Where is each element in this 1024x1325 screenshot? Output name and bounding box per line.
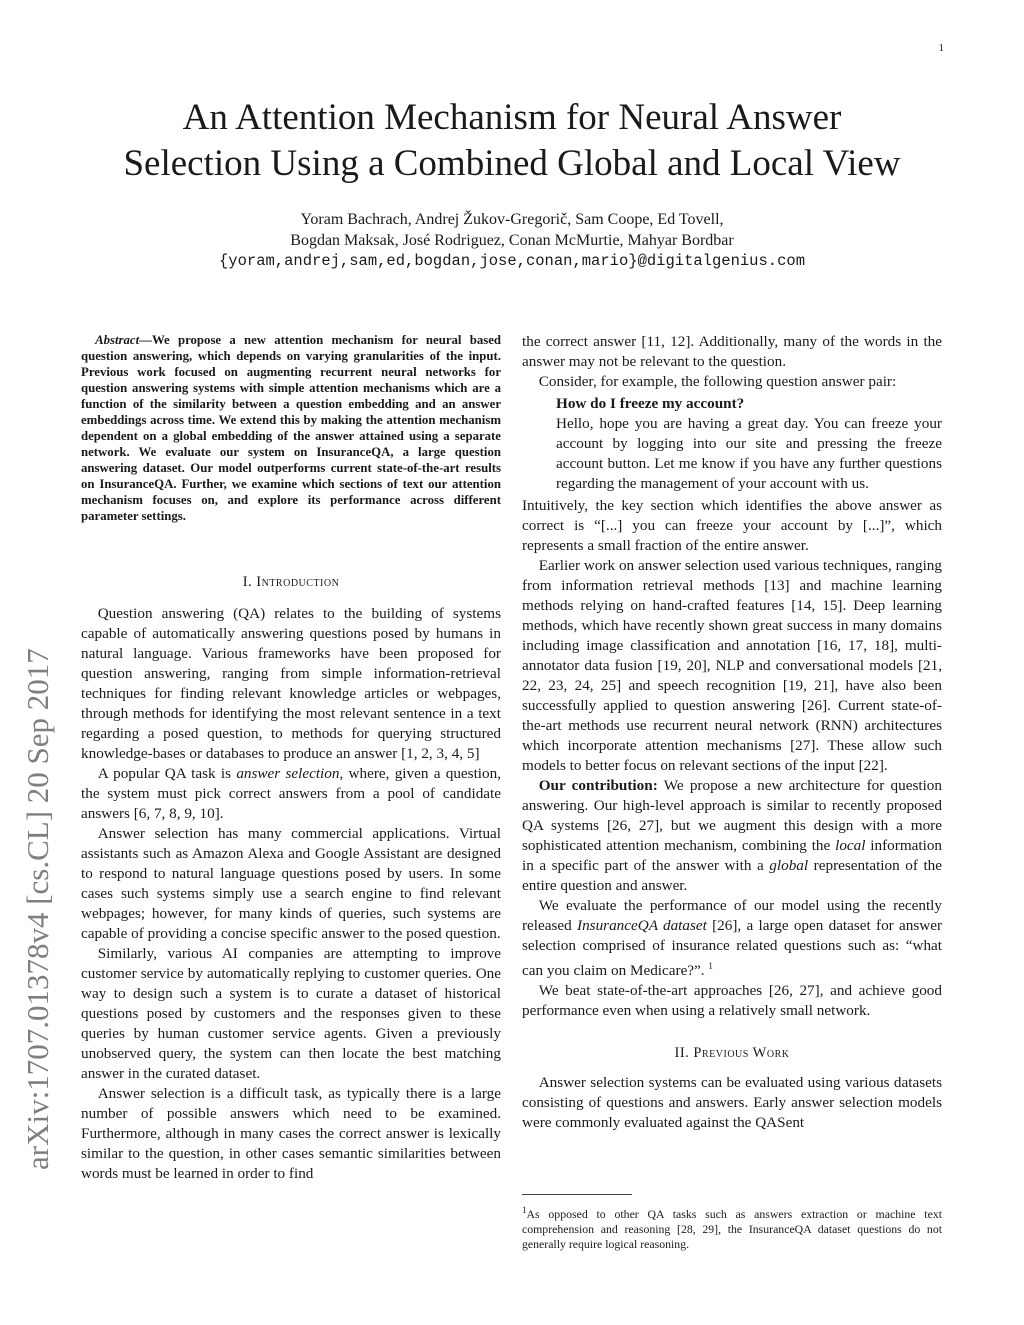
example-answer: Hello, hope you are having a great day. You can freeze your account by logging into our site and pressing the freeze account button. Let me know if you have any further questions regarding the management of your account with us. — [556, 415, 942, 492]
page-number: 1 — [938, 42, 944, 54]
emphasis: answer selection — [236, 765, 340, 782]
abstract-label: Abstract — [95, 333, 140, 347]
title-line-2: Selection Using a Combined Global and Local View — [123, 143, 901, 184]
section-heading-introduction: I. Introduction — [242, 574, 340, 590]
footnote — [522, 1203, 942, 1252]
author-block — [40, 209, 984, 272]
authors-line-2: Bogdan Maksak, José Rodriguez, Conan McMurtie, Mahyar Bordbar — [290, 232, 734, 249]
abstract — [81, 332, 501, 524]
paragraph: Answer selection systems can be evaluated using various datasets consisting of questions and answers. Early answer selection models were commonly evaluated against the QASent — [522, 1074, 942, 1132]
text-span: , where, given a question, the system must pick correct answers from a pool of candidate answers [6, 7, 8, 9, 10]. — [81, 765, 501, 822]
example-qa-pair — [556, 394, 942, 494]
emphasis: global — [769, 857, 809, 874]
right-column — [522, 332, 942, 1133]
section-heading-previous-work: II. Previous Work — [674, 1045, 790, 1062]
paragraph: Question answering (QA) relates to the building of systems capable of automatically answering questions posed by humans in natural language. Various frameworks have been proposed for question answering, ranging from simple information-retrieval techniques for finding relevant knowledge articles or webpages, through methods for identifying the most relevant sentence in a text regarding a posed question, to methods for querying structured knowledge-bases or databases to produce an answer [1, 2, 3, 4, 5] — [81, 605, 501, 762]
paper-title — [40, 95, 984, 187]
paragraph: Earlier work on answer selection used various techniques, ranging from information retrieval methods [13] and machine learning methods relying on hand-crafted features [14, 15]. Deep learning methods, which have recently shown great success in many domains including image classification and annotation [16, 17, 18], multi-annotator data fusion [19, 20], NLP and conversational models [21, 22, 23, 24, 25] and speech recognition [19, 21], have also been successfully applied to question answering [26]. Current state-of-the-art methods use recurrent neural network (RNN) architectures which incorporate attention mechanisms [27]. These allow such models to better focus on relevant sections of the input [22]. — [522, 557, 942, 774]
footnote-text: As opposed to other QA tasks such as answers extraction or machine text comprehension and reasoning [28, 29], the InsuranceQA dataset questions do not generally require logical reasoning. — [522, 1206, 942, 1251]
text-span: information in a specific part of the answer with a — [522, 837, 943, 874]
arxiv-stamp: arXiv:1707.01378v4 [cs.CL] 20 Sep 2017 — [20, 648, 55, 1170]
title-line-1: An Attention Mechanism for Neural Answer — [182, 97, 842, 138]
paragraph: Answer selection has many commercial applications. Virtual assistants such as Amazon Alexa and Google Assistant are designed to respond to natural language questions posed by users. In some cases such systems simply use a search engine to find relevant webpages; however, for many kinds of queries, such systems are capable of providing a concise specific answer to the posed question. — [81, 825, 501, 942]
text-span: representation of the entire question and answer. — [522, 857, 942, 894]
example-question: How do I freeze my account? — [556, 395, 745, 412]
text-span: A popular QA task is — [97, 765, 237, 782]
paragraph — [81, 764, 501, 824]
paragraph: the correct answer [11, 12]. Additionally, many of the words in the answer may not be relevant to the question. — [522, 333, 942, 370]
paragraph: Similarly, various AI companies are attempting to improve customer service by automatically replying to customer queries. One way to design such a system is to curate a dataset of historical questions posed by customers and the responses given to these queries by human customer service agents. Given a previously unobserved query, the system can then locate the best matching answer in the curated dataset. — [81, 945, 501, 1082]
contribution-label: Our contribution: — [538, 777, 658, 794]
paragraph: Answer selection is a difficult task, as typically there is a large number of possible answers which need to be examined. Furthermore, although in many cases the correct answer is lexically similar to the question, in other cases semantic similarities between words must be learned in order to find — [81, 1085, 501, 1182]
text-span: [26], a large open dataset for answer selection comprised of insurance related questions such as: “what can you claim on Medicare?”. — [522, 917, 943, 980]
emphasis: local — [835, 837, 866, 854]
paragraph: We beat state-of-the-art approaches [26, 27], and achieve good performance even when using a relatively small network. — [522, 982, 942, 1020]
left-column — [81, 332, 501, 1184]
paragraph: Intuitively, the key section which identifies the above answer as correct is “[...] you can freeze your account by [...]”, which represents a small fraction of the entire answer. — [522, 497, 942, 554]
footnote-marker[interactable]: 1 — [708, 961, 713, 971]
authors-line-1: Yoram Bachrach, Andrej Žukov-Gregorič, Sam Coope, Ed Tovell, — [300, 211, 724, 228]
text-span: We propose a new architecture for question answering. Our high-level approach is similar to recently proposed QA systems [26, 27], but we augment this design with a more sophisticated attention mechanism, combining the — [522, 777, 942, 854]
text-span: We evaluate the performance of our model using the recently released — [522, 897, 942, 934]
paragraph — [522, 776, 942, 896]
author-emails: {yoram,andrej,sam,ed,bogdan,jose,conan,mario}@digitalgenius.com — [219, 252, 805, 270]
emphasis: InsuranceQA dataset — [577, 917, 707, 934]
abstract-text: —We propose a new attention mechanism for neural based question answering, which depends on varying granularities of the input. Previous work focused on augmenting recurrent neural networks for question answering systems with simple attention mechanisms which are a function of the similarity between a question embedding and an answer embeddings across time. We extend this by making the attention mechanism dependent on a global embedding of the answer attained using a separate network. We evaluate our system on InsuranceQA, a large question answering dataset. Our model outperforms current state-of-the-art results on InsuranceQA. Further, we examine which sections of text our attention mechanism focuses on, and explore its performance across different parameter settings. — [81, 333, 501, 523]
paragraph — [522, 896, 942, 981]
paragraph: Consider, for example, the following question answer pair: — [538, 373, 897, 390]
footnote-number: 1 — [522, 1205, 527, 1215]
footnote-divider — [522, 1194, 632, 1195]
